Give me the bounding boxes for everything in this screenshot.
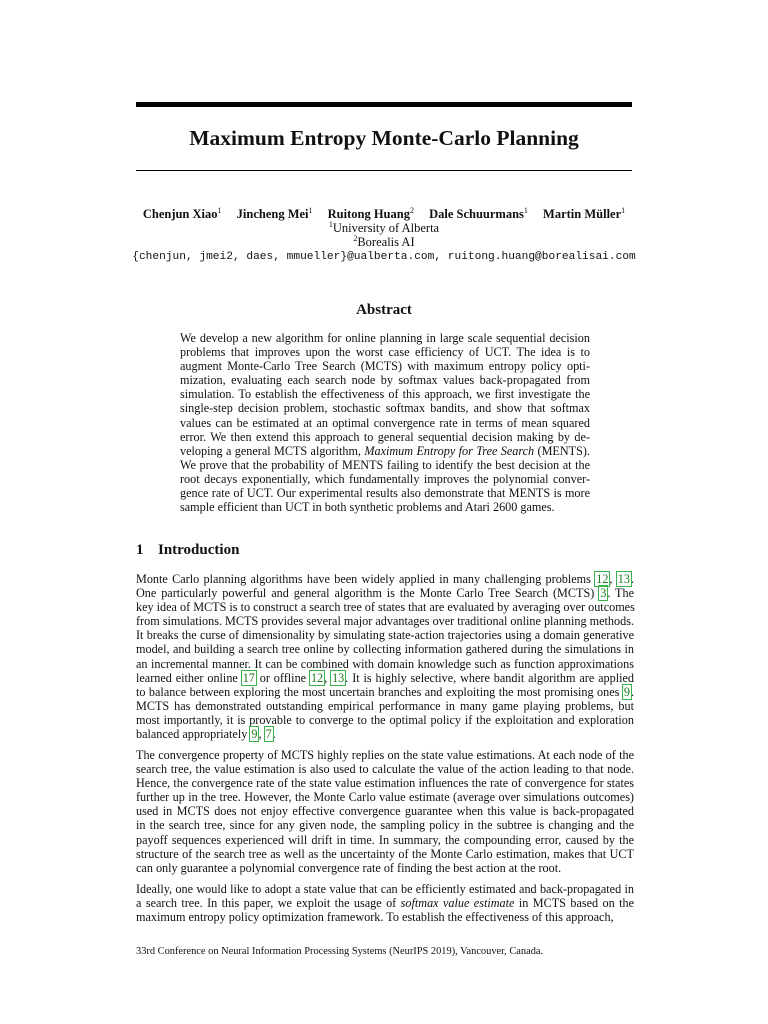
citation-link[interactable]: 13 <box>332 670 345 685</box>
text-line: single-step decision problem, stochastic softmax bandits, and show that softmax <box>180 401 590 416</box>
text-line: We develop a new algorithm for online planning in large scale sequential decision <box>180 331 590 345</box>
text-line: balanced appropriately 9, 7. <box>136 727 276 742</box>
citation-link[interactable]: 17 <box>242 670 255 685</box>
text-line: Monte Carlo planning algorithms have been widely applied in many challenging problems 12, 13. <box>136 572 634 586</box>
text-line: to balance between exploring the most uncertain branches and exploiting the most promising ones 9. <box>136 684 634 699</box>
text-line: maximum entropy policy optimization framework. To establish the effectiveness of this approach, <box>136 910 614 925</box>
abstract-body <box>180 331 590 514</box>
citation-link[interactable]: 12 <box>596 572 609 586</box>
text-line: an incremental manner. It can be combined with domain knowledge such as function approximations <box>136 656 634 671</box>
text-line: It breaks the curse of dimensionality by simulating state-action trajectories using a domain generative <box>136 628 634 643</box>
text-line: further up in the tree. However, the Monte Carlo value estimate (average over simulations outcomes) <box>136 790 634 805</box>
paragraph <box>136 748 634 875</box>
italic-term: softmax value estimate <box>400 896 515 911</box>
paragraph <box>136 882 634 924</box>
title-top-rule <box>136 102 632 107</box>
affiliation: $^1$University of Alberta <box>328 220 440 235</box>
text-line: payoff sequences experienced will drift in time. In summary, the compounding error, caused by the <box>136 832 634 847</box>
text-line: MCTS has demonstrated outstanding empirical performance in many game playing problems, but <box>136 698 634 713</box>
text-line: search tree, the value estimation is also used to calculate the value of the action leading to that node. <box>136 762 634 777</box>
author-emails: {chenjun, jmei2, daes, mmueller}@ualberta.com, ruitong.huang@borealisai.com <box>132 251 636 263</box>
citation-link[interactable]: 9 <box>623 684 630 699</box>
section-heading: 1 Introduction <box>136 542 240 558</box>
author: Ruitong Huang$^2$ <box>327 206 414 221</box>
text-line: can only guarantee a polynomial convergence rate of finding the best action at the root. <box>136 860 562 875</box>
author: Martin Müller$^1$ <box>543 206 626 221</box>
text-line: sample efficient than UCT in both synthetic problems and Atari 2600 games. <box>180 500 555 515</box>
paragraph <box>136 572 634 741</box>
text-line: most importantly, it is provable to converge to the optimal policy if the exploitation and exploration <box>136 712 634 727</box>
text-line: key idea of MCTS is to construct a search tree of states that are evaluated by averaging over outcomes <box>136 600 635 615</box>
citation-link[interactable]: 3 <box>600 586 607 601</box>
paper-title: Maximum Entropy Monte-Carlo Planning <box>189 126 579 150</box>
italic-term: Maximum Entropy for Tree Search <box>364 443 535 458</box>
title-bottom-rule <box>136 170 632 171</box>
text-line: mization, evaluating each search node by softmax values back-propagated from <box>180 373 590 388</box>
text-line: One particularly powerful and general algorithm is the Monte Carlo Tree Search (MCTS) 3. The <box>136 586 634 601</box>
citation-link[interactable]: 9 <box>251 727 258 742</box>
citation-link[interactable]: 7 <box>265 727 272 742</box>
author-list <box>100 206 668 222</box>
text-line: error. We then extend this approach to general sequential decision making by de- <box>180 429 590 444</box>
text-line: model, and building a search tree online by collecting information gathered during the simulations in <box>136 642 634 657</box>
text-line: values can be estimated at an optimal convergence rate in terms of mean squared <box>180 415 590 430</box>
author: Jincheng Mei$^1$ <box>236 206 313 221</box>
text-line: in the search tree, since for any given node, the sampling policy in the subtree is changing and the <box>136 818 634 833</box>
text-line: structure of the search tree as well as the uncertainty of the Monte Carlo estimation, makes that UCT <box>136 846 634 861</box>
text-line: root decays exponentially, which fundamentally improves the polynomial conver- <box>180 471 590 486</box>
author: Dale Schuurmans$^1$ <box>429 206 528 221</box>
text-line: Hence, the convergence rate of the state value estimation influences the rate of convergence for states <box>136 776 634 791</box>
text-line: problems that improves upon the worst case efficiency of UCT. The idea is to <box>180 345 590 360</box>
text-line: Ideally, one would like to adopt a state value that can be efficiently estimated and back-propagated in <box>136 882 634 896</box>
text-line: learned either online 17 or offline 12, 13. It is highly selective, where bandit algorithm are applied <box>136 670 634 685</box>
text-line: gence rate of UCT. Our experimental results also demonstrate that MENTS is more <box>180 486 590 501</box>
author: Chenjun Xiao$^1$ <box>142 206 222 221</box>
conference-footnote: 33rd Conference on Neural Information Processing Systems (NeurIPS 2019), Vancouver, Canada. <box>136 946 544 957</box>
text-line: We prove that the probability of MENTS failing to identify the best decision at the <box>180 457 590 472</box>
text-line: simulation. To establish the effectiveness of this approach, we first investigate the <box>180 387 590 402</box>
citation-link[interactable]: 12 <box>310 670 324 685</box>
affiliation: $^2$Borealis AI <box>353 234 415 249</box>
text-line: augment Monte-Carlo Tree Search (MCTS) with maximum entropy policy opti- <box>180 359 590 374</box>
text-line: a search tree. In this paper, we exploit the usage of softmax value estimate in MCTS based on the <box>136 896 635 911</box>
text-line: veloping a general MCTS algorithm, Maximum Entropy for Tree Search (MENTS). <box>180 443 590 458</box>
abstract-heading: Abstract <box>356 302 412 318</box>
text-line: The convergence property of MCTS highly replies on the state value estimations. At each node of the <box>136 748 634 762</box>
citation-link[interactable]: 13 <box>617 572 630 586</box>
text-line: from simulations. MCTS provides several major advantages over traditional online planning methods. <box>136 614 634 629</box>
text-line: used in MCTS does not enjoy effective convergence guarantee when this value is back-propagated <box>136 804 634 819</box>
